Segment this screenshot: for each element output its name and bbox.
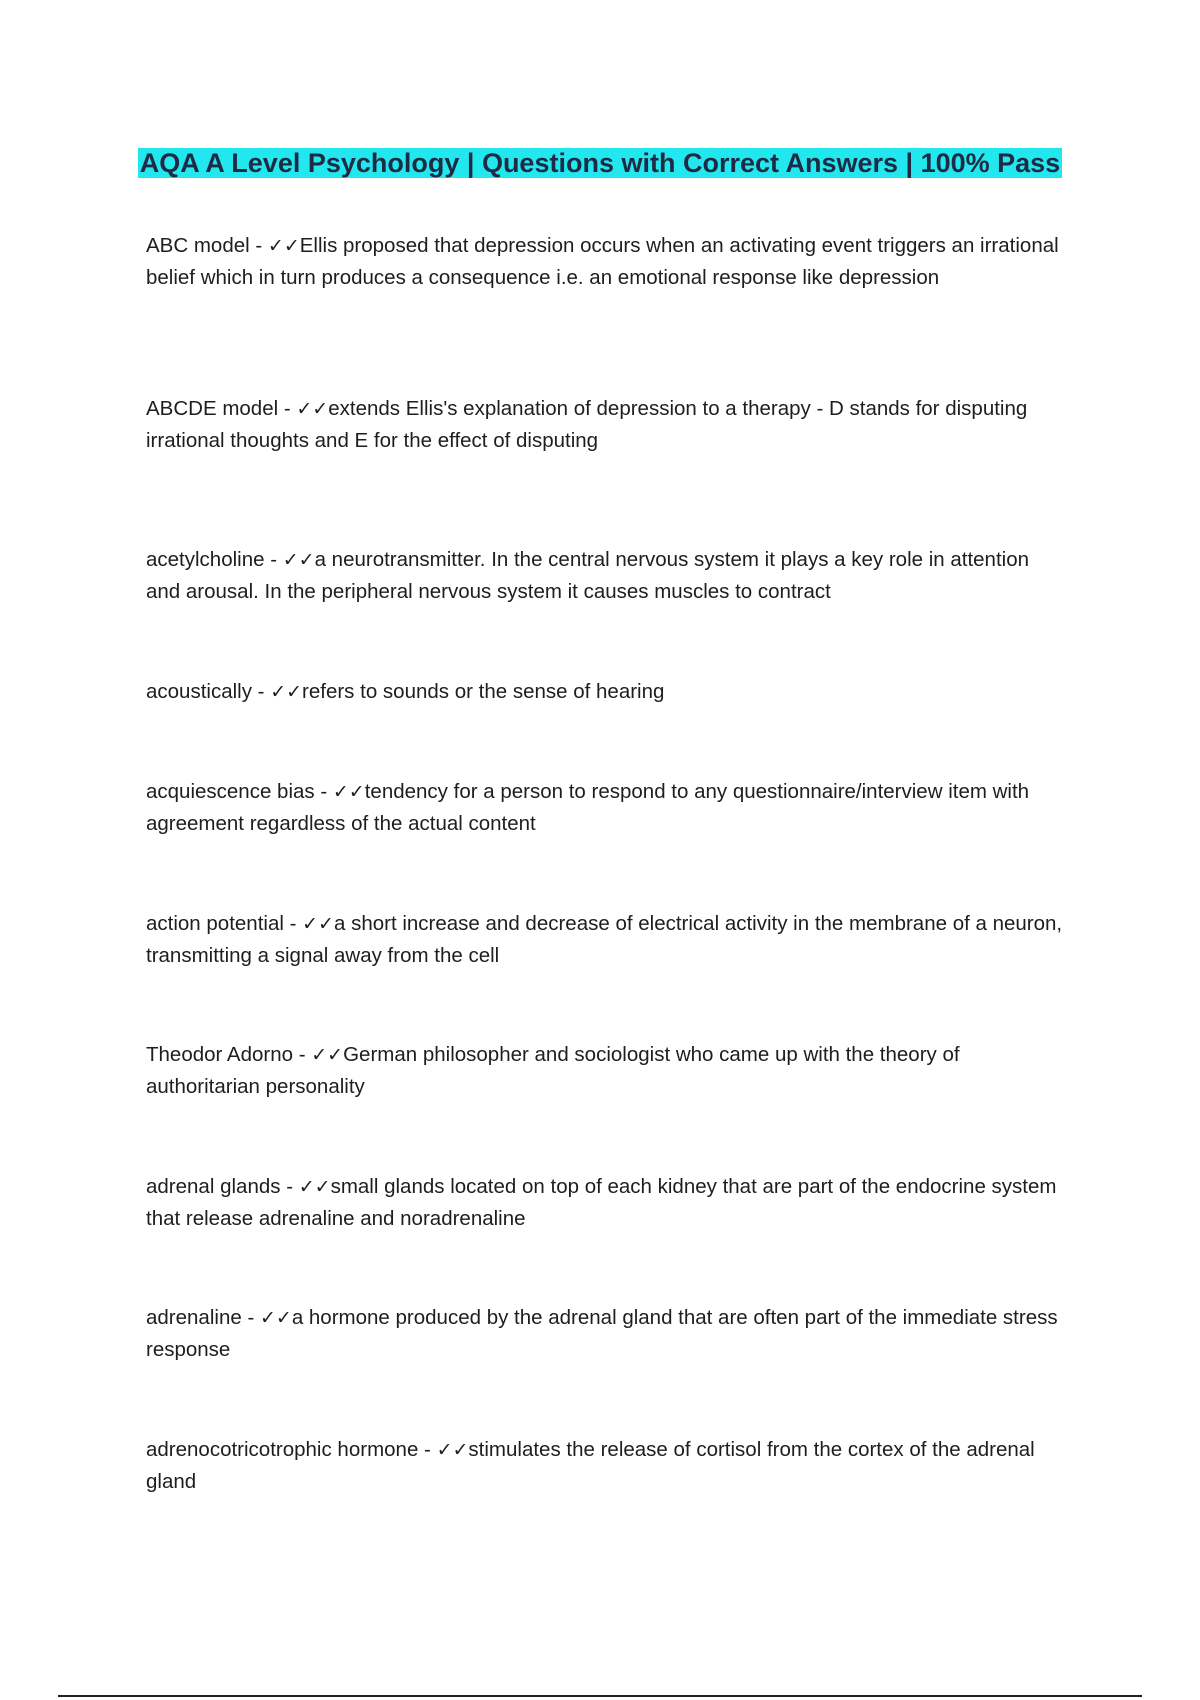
entry-definition: Ellis proposed that depression occurs when an activating event triggers an irrational belief which in turn produces a consequence i.e. an emotional response like depression: [146, 234, 1059, 289]
entry-separator: -: [251, 680, 271, 703]
glossary-entry: [146, 1434, 1066, 1498]
glossary-entry: [146, 676, 1066, 708]
double-check-icon: ✓✓: [296, 398, 329, 420]
glossary-entry: [146, 230, 1066, 294]
entry-term: adrenocotricotrophic hormone: [146, 1438, 419, 1461]
entry-definition: a neurotransmitter. In the central nervous system it plays a key role in attention and arousal. In the peripheral nervous system it causes muscles to contract: [146, 548, 1030, 603]
entry-separator: -: [249, 234, 268, 257]
glossary-entry: [146, 1302, 1066, 1366]
entry-term: acquiescence bias: [146, 780, 315, 803]
entry-definition: a short increase and decrease of electrical activity in the membrane of a neuron, transmitting a signal away from the cell: [146, 912, 1063, 967]
entry-separator: -: [283, 912, 303, 935]
glossary-entry: [146, 1171, 1066, 1235]
entry-term: Theodor Adorno: [146, 1043, 294, 1066]
glossary-entry: [146, 393, 1066, 457]
double-check-icon: ✓✓: [332, 781, 365, 803]
entry-definition: small glands located on top of each kidney that are part of the endocrine system that release adrenaline and noradrenaline: [146, 1175, 1057, 1230]
entry-definition: stimulates the release of cortisol from the cortex of the adrenal gland: [146, 1438, 1035, 1493]
entry-term: adrenaline: [146, 1306, 242, 1329]
double-check-icon: ✓✓: [311, 1044, 344, 1066]
double-check-icon: ✓✓: [259, 1307, 292, 1329]
double-check-icon: ✓✓: [270, 681, 303, 703]
entry-separator: -: [418, 1438, 437, 1461]
entry-term: ABCDE model: [146, 397, 279, 420]
entry-separator: -: [241, 1306, 260, 1329]
entry-term: acoustically: [146, 680, 252, 703]
entry-definition: refers to sounds or the sense of hearing: [302, 680, 665, 703]
double-check-icon: ✓✓: [436, 1439, 469, 1461]
glossary-entry: [146, 1039, 1066, 1103]
entry-definition: a hormone produced by the adrenal gland that are often part of the immediate stress response: [146, 1306, 1058, 1361]
footer-divider: [58, 1695, 1142, 1697]
entry-definition: German philosopher and sociologist who came up with the theory of authoritarian personality: [146, 1043, 960, 1098]
glossary-entry: [146, 776, 1066, 840]
title-highlight: AQA A Level Psychology | Questions with Correct Answers | 100% Pass: [139, 148, 1061, 178]
glossary-entry: [146, 544, 1066, 608]
entry-separator: -: [314, 780, 333, 803]
entry-definition: extends Ellis's explanation of depression to a therapy - D stands for disputing irrational thoughts and E for the effect of disputing: [146, 397, 1028, 452]
entry-term: ABC model: [146, 234, 250, 257]
entry-separator: -: [264, 548, 283, 571]
entry-term: adrenal glands: [146, 1175, 281, 1198]
document-title: [120, 142, 1080, 185]
entry-term: acetylcholine: [146, 548, 265, 571]
double-check-icon: ✓✓: [302, 913, 334, 935]
entry-separator: -: [293, 1043, 312, 1066]
double-check-icon: ✓✓: [282, 549, 315, 571]
entry-separator: -: [278, 397, 297, 420]
entry-definition: tendency for a person to respond to any questionnaire/interview item with agreement regardless of the actual content: [146, 780, 1030, 835]
double-check-icon: ✓✓: [267, 235, 300, 257]
entry-term: action potential: [146, 912, 284, 935]
double-check-icon: ✓✓: [298, 1176, 331, 1198]
glossary-entry: [146, 908, 1066, 972]
entry-separator: -: [280, 1175, 299, 1198]
